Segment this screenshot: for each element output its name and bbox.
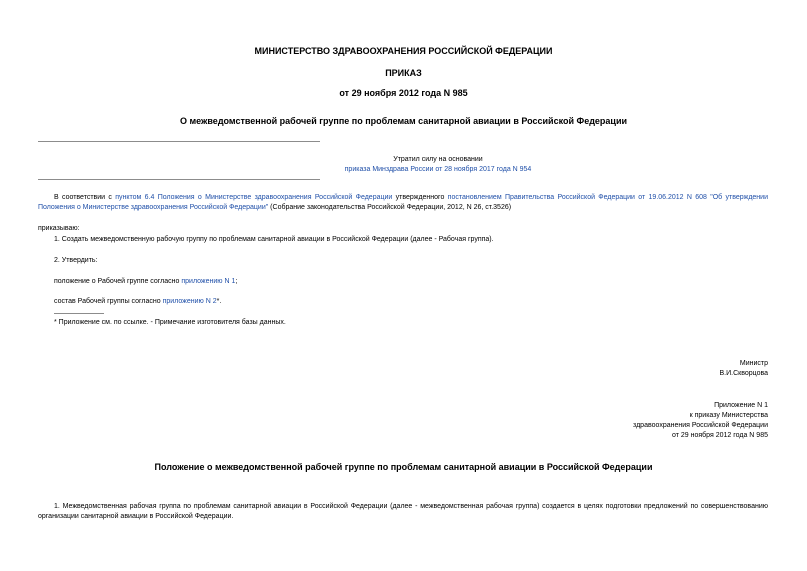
item-2a-text: положение о Рабочей группе согласно	[54, 278, 182, 285]
appendix-paragraph-1: 1. Межведомственная рабочая группа по проблемам санитарной авиации в Российской Федерации (далее - межведомственная рабочая группа) создается в целях подготовки предложений по совершенствованию организации санитарной авиации в Российской Федерации.	[38, 503, 768, 520]
appendix-label: Приложение N 1	[714, 402, 768, 409]
appendix-1-link[interactable]: приложению N 1	[181, 278, 236, 285]
preamble-paragraph	[38, 193, 768, 213]
status-top-rule	[38, 141, 320, 142]
doc-type-heading: ПРИКАЗ	[385, 68, 422, 78]
item-2b-text: состав Рабочей группы согласно	[54, 298, 163, 305]
regulation-link[interactable]: пунктом 6.4 Положения о Министерстве здравоохранения Российской Федерации	[115, 194, 393, 201]
repeal-order-link[interactable]: приказа Минздрава России от 28 ноября 2017 года N 954	[344, 166, 532, 173]
appendix-date: от 29 ноября 2012 года N 985	[672, 432, 768, 439]
appendix-order-ref: к приказу Министерства	[689, 412, 768, 419]
resolution-link[interactable]: постановлением Правительства Российской Федерации от 19.06.2012 N 608 "Об утверждении Положения о Министерстве здравоохранения Российской Федерации"	[38, 194, 768, 211]
order-item-2b	[54, 297, 221, 307]
preamble-text-b: утвержденного	[392, 194, 448, 201]
preamble-text-a: В соответствии с	[54, 194, 116, 201]
appendix-ministry: здравоохранения Российской Федерации	[633, 422, 768, 429]
order-item-2a	[54, 277, 237, 287]
date-number-heading: от 29 ноября 2012 года N 985	[339, 88, 468, 98]
order-item-2: 2. Утвердить:	[54, 257, 98, 264]
footnote-rule	[54, 313, 104, 314]
order-item-1: 1. Создать межведомственную рабочую группу по проблемам санитарной авиации в Российской Федерации (далее - Рабочая группа).	[54, 236, 494, 243]
item-2b-end: *.	[216, 298, 222, 305]
item-2a-end: ;	[235, 278, 238, 285]
signature-name: В.И.Скворцова	[719, 370, 768, 377]
status-note-line: Утратил силу на основании	[393, 156, 483, 163]
preamble-text-c: (Собрание законодательства Российской Федерации, 2012, N 26, ст.3526)	[268, 204, 512, 211]
ministry-heading: МИНИСТЕРСТВО ЗДРАВООХРАНЕНИЯ РОССИЙСКОЙ ФЕДЕРАЦИИ	[254, 46, 553, 56]
document-title: О межведомственной рабочей группе по проблемам санитарной авиации в Российской Федерации	[179, 116, 628, 126]
appendix-title: Положение о межведомственной рабочей группе по проблемам санитарной авиации в Российской Федерации	[154, 462, 653, 472]
footnote: * Приложение см. по ссылке. - Примечание изготовителя базы данных.	[54, 319, 286, 326]
status-bottom-rule	[38, 179, 320, 180]
appendix-2-link[interactable]: приложению N 2	[162, 298, 217, 305]
signature-position: Министр	[739, 360, 768, 367]
order-word: приказываю:	[38, 225, 80, 232]
